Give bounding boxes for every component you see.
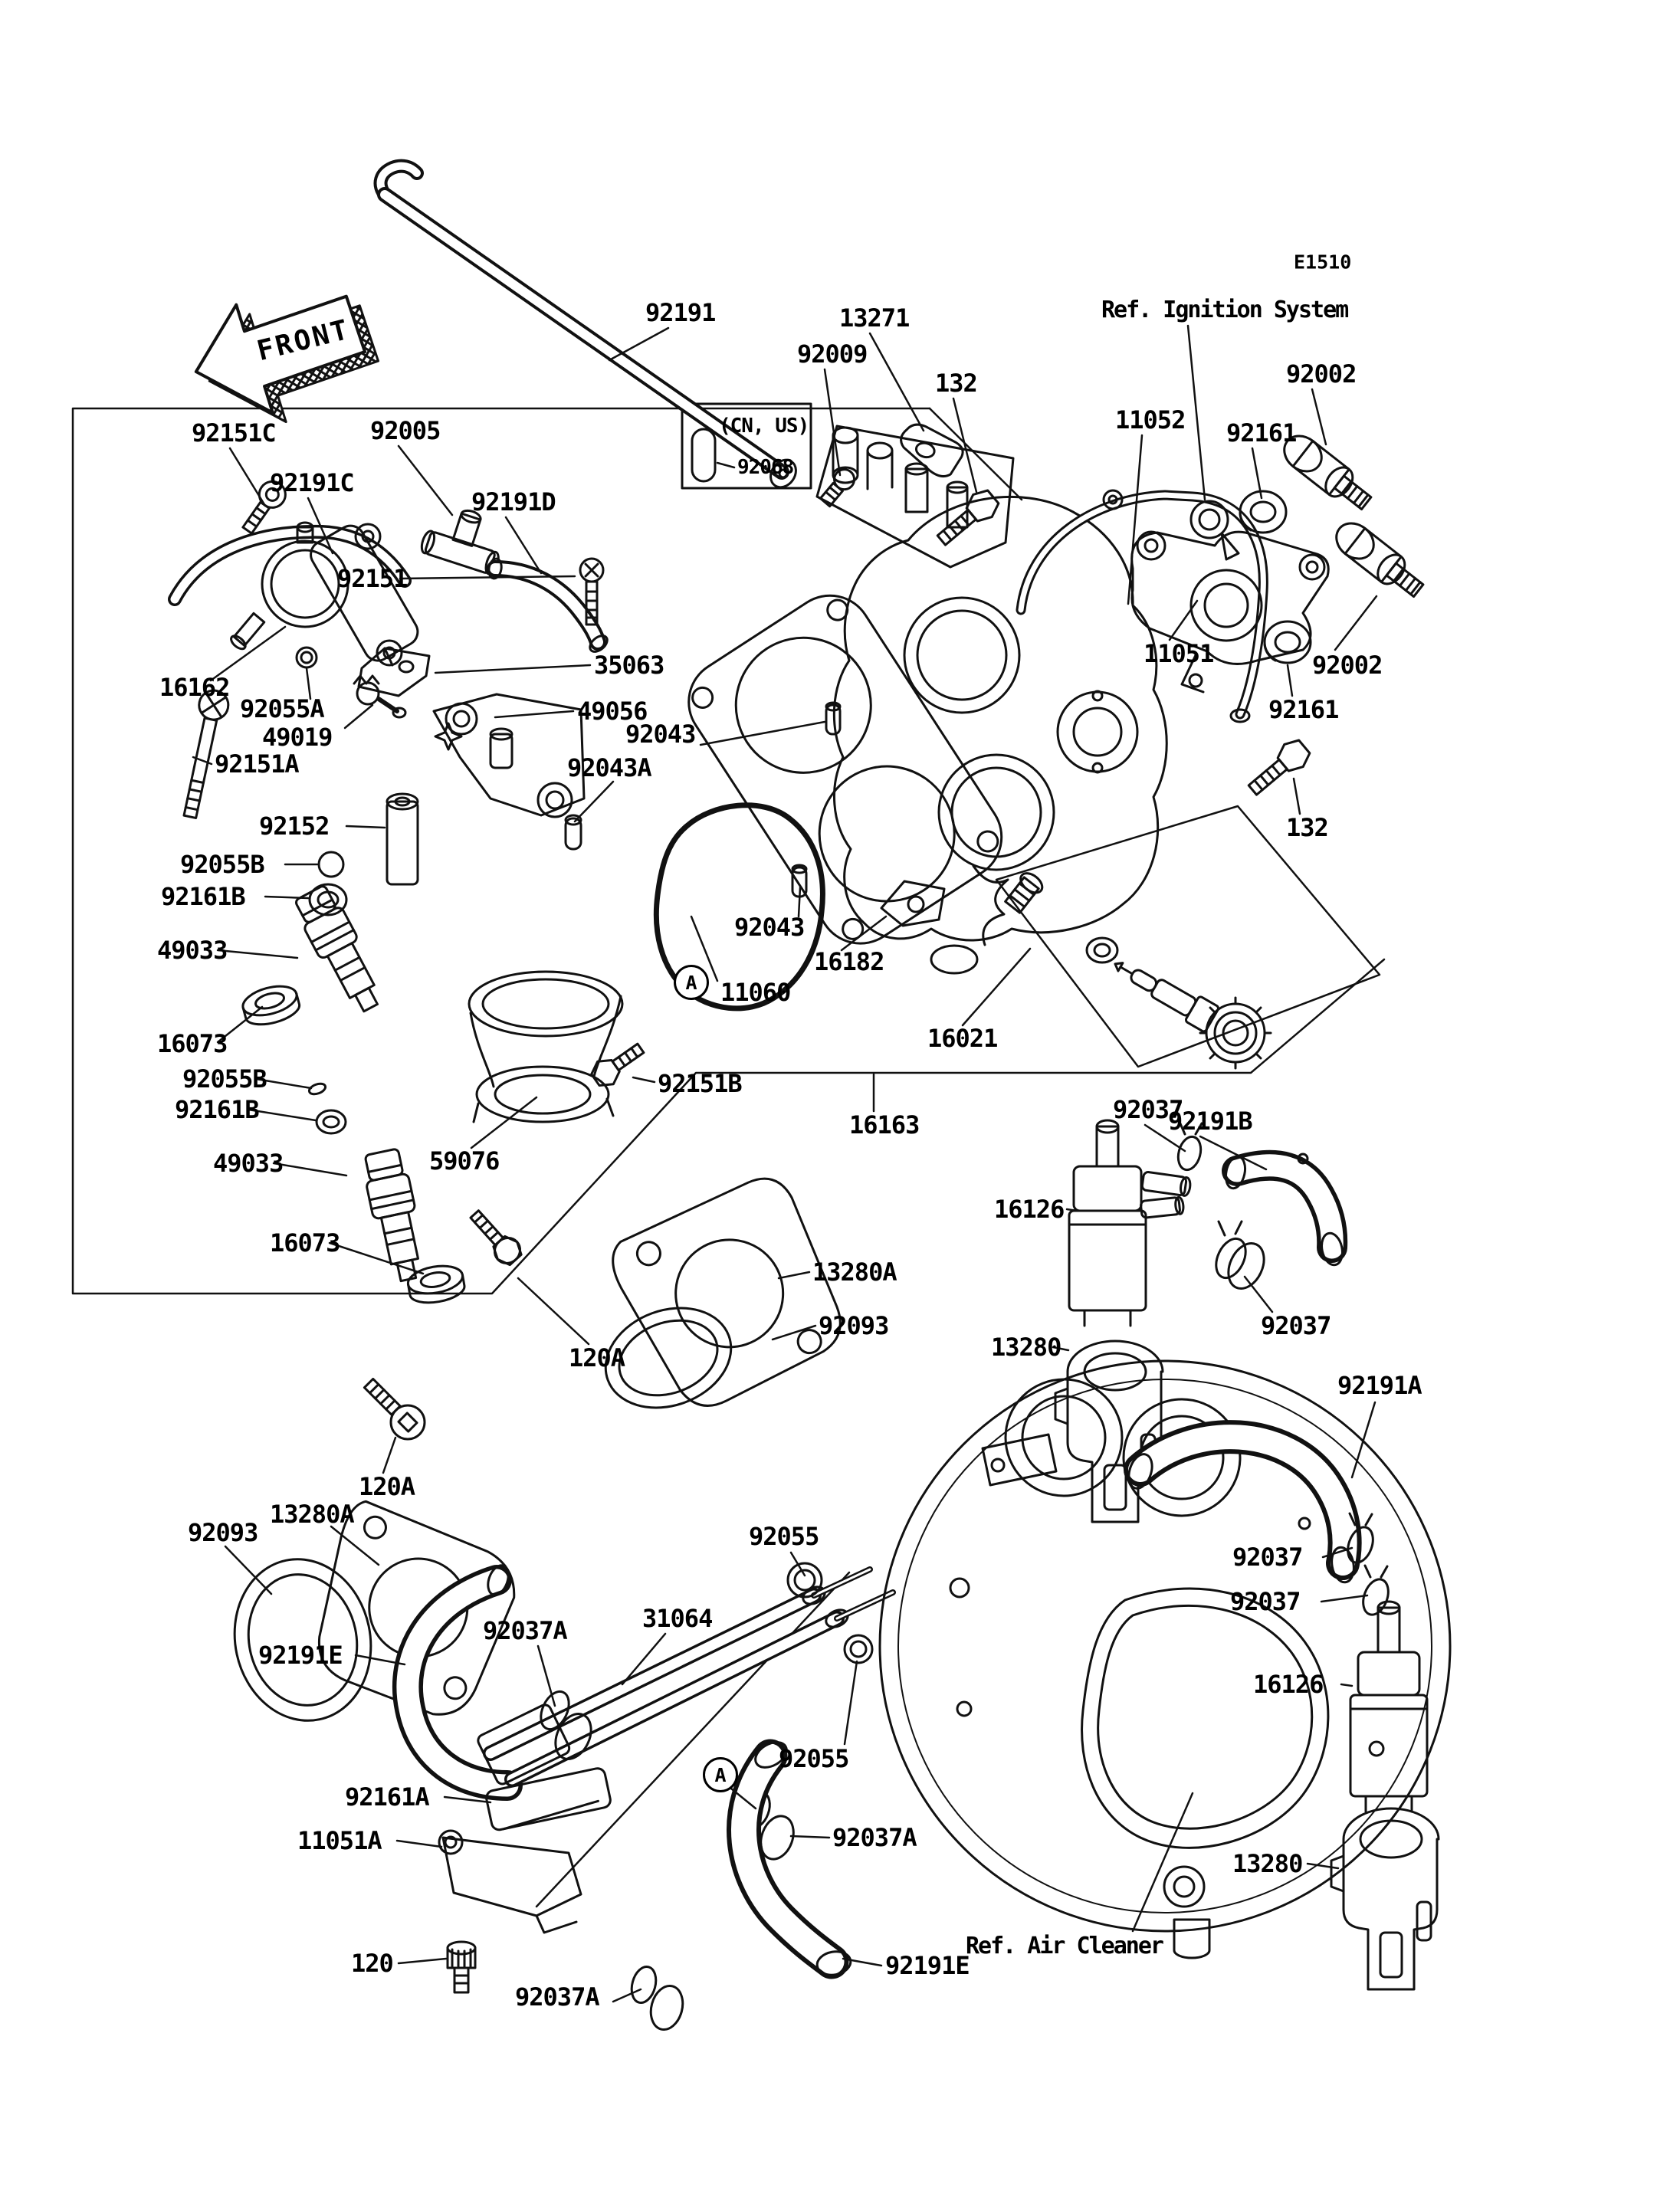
part-label-92043A: 92043A xyxy=(567,753,651,782)
part-label-ref-air: Ref. Air Cleaner xyxy=(966,1933,1163,1959)
funnel-59076-drawing xyxy=(469,972,622,1122)
oring-92055B-1-drawing xyxy=(319,852,343,877)
leader-92037A-2 xyxy=(791,1836,829,1838)
leader-16126-2 xyxy=(1341,1684,1352,1686)
part-label-e1510: E1510 xyxy=(1294,251,1352,274)
part-label-31064: 31064 xyxy=(642,1604,713,1633)
part-label-16021: 16021 xyxy=(927,1024,998,1053)
part-label-92055B-1: 92055B xyxy=(180,850,264,879)
part-label-13280-2: 13280 xyxy=(1232,1849,1303,1878)
leader-120A-2 xyxy=(383,1438,395,1473)
leader-92043A xyxy=(575,782,613,821)
part-label-92055B-2: 92055B xyxy=(182,1064,267,1094)
part-label-16073-2: 16073 xyxy=(270,1228,340,1258)
part-label-92037A-3: 92037A xyxy=(515,1982,599,2012)
part-label-92037-1: 92037 xyxy=(1113,1095,1183,1124)
part-label-92161-1: 92161 xyxy=(1226,418,1297,448)
bolt-92002-top-drawing xyxy=(1278,428,1376,516)
leader-92151B xyxy=(633,1077,655,1082)
leader-16021 xyxy=(963,949,1030,1025)
leader-92068 xyxy=(717,463,734,467)
leader-16073-2 xyxy=(330,1243,423,1274)
part-label-92151C: 92151C xyxy=(192,418,276,448)
tube-92152-drawing xyxy=(387,794,418,884)
leader-92037A-1 xyxy=(538,1646,555,1706)
part-label-92191A: 92191A xyxy=(1337,1371,1422,1400)
part-label-92093-1: 92093 xyxy=(819,1311,889,1340)
leader-92161B-2 xyxy=(248,1110,316,1120)
screw-120-drawing xyxy=(448,1942,475,1992)
leader-ref-air xyxy=(1133,1793,1193,1931)
part-label-92037-2: 92037 xyxy=(1261,1311,1331,1340)
part-label-92093-2: 92093 xyxy=(188,1518,258,1547)
front-arrow-label: FRONT xyxy=(254,313,353,368)
part-label-92002-1: 92002 xyxy=(1286,359,1357,389)
leader-132-1 xyxy=(953,398,976,492)
assembly-boundary-lines xyxy=(73,405,1384,1907)
leader-92055B-2 xyxy=(256,1079,311,1088)
leader-132-2 xyxy=(1294,779,1300,814)
part-label-11051: 11051 xyxy=(1144,639,1214,668)
leader-11051 xyxy=(1170,601,1197,640)
bolt-92002-bottom-drawing xyxy=(1330,516,1429,603)
leader-92002-1 xyxy=(1312,389,1326,444)
oring-92055-2-drawing xyxy=(845,1635,872,1663)
part-label-120A-2: 120A xyxy=(359,1472,415,1501)
oring-92055A-drawing xyxy=(297,648,317,667)
part-label-92151A: 92151A xyxy=(215,749,299,779)
leader-ref-ignition xyxy=(1188,326,1205,500)
clamp-92037-mid-drawing xyxy=(1210,1221,1271,1294)
clamp-92037-d-drawing xyxy=(1359,1566,1393,1618)
collar-92161-bottom-drawing xyxy=(1265,621,1311,663)
part-label-49056: 49056 xyxy=(577,697,648,726)
part-label-35063: 35063 xyxy=(594,651,664,680)
leader-92161-1 xyxy=(1252,448,1262,498)
pump-16126-1-drawing xyxy=(1069,1120,1191,1326)
seal-92093-2-drawing xyxy=(220,1546,386,1733)
part-label-11051A: 11051A xyxy=(297,1826,382,1855)
part-label-16182: 16182 xyxy=(814,947,884,976)
bracket-11051-drawing xyxy=(1132,532,1329,692)
clamp-92037A-c-drawing xyxy=(628,1964,687,2033)
kit-16021-drawing xyxy=(996,806,1380,1068)
part-label-92161B-1: 92161B xyxy=(161,882,245,911)
leader-92191A xyxy=(1352,1402,1375,1477)
leader-13280-1 xyxy=(1053,1347,1068,1350)
part-label-92043-2: 92043 xyxy=(734,913,805,942)
leader-49033-2 xyxy=(274,1163,346,1176)
part-label-92055-1: 92055 xyxy=(749,1522,819,1551)
hose-92191D-drawing xyxy=(487,558,610,655)
leader-92043-2 xyxy=(799,887,800,917)
part-label-92161B-2: 92161B xyxy=(175,1095,259,1124)
part-label-92191B: 92191B xyxy=(1168,1107,1252,1136)
part-label-13280-1: 13280 xyxy=(991,1333,1061,1362)
part-label-92037-4: 92037 xyxy=(1230,1587,1301,1616)
leader-92191 xyxy=(609,328,668,360)
leader-16162 xyxy=(211,627,285,680)
leader-92037-4 xyxy=(1321,1595,1367,1602)
leader-92152 xyxy=(346,826,385,828)
seal-92093-1-drawing xyxy=(592,1291,745,1425)
leader-92037A-3 xyxy=(613,1989,641,2002)
elbow-92191B-drawing xyxy=(1223,1154,1345,1267)
view-marker-view-a-2: A xyxy=(703,1757,738,1792)
leader-11060 xyxy=(691,917,717,981)
part-label-92151: 92151 xyxy=(337,564,408,593)
screw-92151A-drawing xyxy=(176,688,231,820)
pipes-31064-drawing xyxy=(476,1569,893,1786)
leader-49033-1 xyxy=(218,950,297,958)
bolt-132-bottom-drawing xyxy=(1243,736,1314,802)
part-label-11060: 11060 xyxy=(720,978,791,1007)
part-label-16162: 16162 xyxy=(159,673,230,702)
part-label-92151B: 92151B xyxy=(658,1069,742,1098)
leader-92002-2 xyxy=(1335,596,1376,650)
part-label-13280A-1: 13280A xyxy=(812,1258,897,1287)
hose-92191E-2-drawing xyxy=(743,1737,852,1978)
leader-92055-2 xyxy=(845,1661,857,1744)
part-label-92191C: 92191C xyxy=(270,468,354,497)
part-label-92191E-1: 92191E xyxy=(258,1641,343,1670)
part-label-16126-2: 16126 xyxy=(1253,1670,1324,1699)
part-label-92152: 92152 xyxy=(259,812,330,841)
leader-13280A-1 xyxy=(779,1272,809,1278)
collar-92161-top-drawing xyxy=(1240,491,1286,533)
part-label-13271: 13271 xyxy=(839,303,910,333)
part-label-11052: 11052 xyxy=(1115,405,1186,434)
part-label-16073-1: 16073 xyxy=(157,1029,228,1058)
part-label-92037-3: 92037 xyxy=(1232,1543,1303,1572)
part-label-16126-1: 16126 xyxy=(994,1195,1065,1224)
part-label-92037A-1: 92037A xyxy=(483,1616,567,1645)
part-label-92037A-2: 92037A xyxy=(832,1823,917,1852)
part-label-92161A: 92161A xyxy=(345,1782,429,1812)
part-label-92009: 92009 xyxy=(797,339,868,369)
leader-92191E-2 xyxy=(843,1959,881,1966)
part-label-92161-2: 92161 xyxy=(1268,695,1339,724)
pin-92043A-drawing xyxy=(566,815,581,849)
screw-120A-1-drawing xyxy=(465,1205,526,1268)
collar-92161B-2-drawing xyxy=(317,1110,346,1133)
front-arrow xyxy=(182,275,387,441)
part-label-92002-2: 92002 xyxy=(1312,651,1383,680)
part-label-92191E-2: 92191E xyxy=(885,1951,970,1980)
part-label-49019: 49019 xyxy=(262,723,333,752)
leader-13271 xyxy=(870,333,924,431)
part-label-92005: 92005 xyxy=(370,416,441,445)
view-marker-view-a-1: A xyxy=(674,965,709,1000)
cap-92068-drawing xyxy=(692,429,715,481)
part-label-120: 120 xyxy=(351,1949,393,1978)
leader-11052 xyxy=(1128,435,1142,604)
holder-13280-2-drawing xyxy=(1331,1808,1439,1989)
leader-92037-1 xyxy=(1145,1125,1185,1151)
leader-35063 xyxy=(435,665,590,673)
plate-13280A-1-drawing xyxy=(601,1168,854,1421)
leader-92043-1 xyxy=(701,722,825,745)
part-label-92191: 92191 xyxy=(645,298,716,327)
gasket-11060-drawing xyxy=(656,805,822,1008)
part-label-132-1: 132 xyxy=(935,369,977,398)
part-label-120A-1: 120A xyxy=(569,1343,625,1372)
leader-49056 xyxy=(495,711,573,717)
part-label-92055A: 92055A xyxy=(240,694,324,723)
leader-92005 xyxy=(399,446,452,515)
leader-120 xyxy=(399,1959,446,1963)
leader-92093-1 xyxy=(773,1326,815,1340)
leader-92161-2 xyxy=(1288,665,1292,696)
pin-92043-drawing xyxy=(792,703,840,897)
leader-49019 xyxy=(345,705,372,728)
leader-92151C xyxy=(230,448,265,506)
leader-92037-2 xyxy=(1245,1277,1272,1312)
part-label-92068: 92068 xyxy=(737,456,794,479)
part-label-59076: 59076 xyxy=(429,1146,500,1176)
part-label-16163: 16163 xyxy=(849,1110,920,1139)
cap-16073-1-drawing xyxy=(240,981,302,1029)
leader-92055A xyxy=(307,668,310,699)
part-label-ref-ignition: Ref. Ignition System xyxy=(1101,297,1348,323)
leader-120A-1 xyxy=(518,1278,589,1344)
part-label-cn-us: (CN, US) xyxy=(719,415,809,438)
part-label-49033-2: 49033 xyxy=(213,1149,284,1178)
part-label-132-2: 132 xyxy=(1286,813,1328,842)
hose-92191-drawing xyxy=(381,166,802,493)
part-label-13280A-2: 13280A xyxy=(270,1500,354,1529)
part-label-92191D: 92191D xyxy=(471,487,556,516)
part-label-49033-1: 49033 xyxy=(157,936,228,965)
screw-120A-2-drawing xyxy=(357,1372,432,1447)
part-label-92043-1: 92043 xyxy=(625,720,696,749)
fuel-injector-1-drawing xyxy=(290,883,389,1018)
part-label-92055-2: 92055 xyxy=(779,1744,849,1773)
bolt-92151B-drawing xyxy=(588,1037,649,1091)
leader-11051A xyxy=(397,1841,441,1847)
